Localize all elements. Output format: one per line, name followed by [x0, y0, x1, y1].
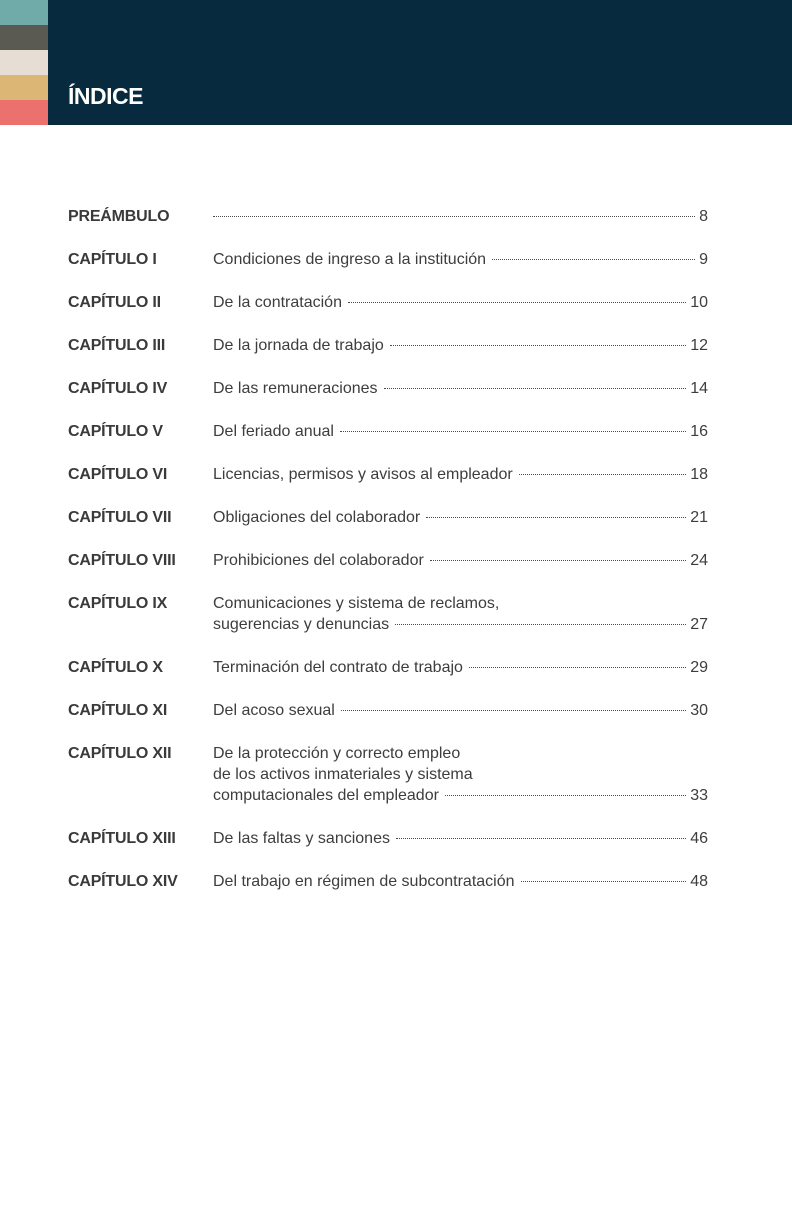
page-number: 12: [690, 337, 708, 354]
table-of-contents: [68, 206, 708, 914]
chapter-label: CAPÍTULO VIII: [68, 552, 176, 569]
entry-last-line: [213, 292, 708, 313]
chapter-label: CAPÍTULO XI: [68, 702, 168, 719]
chapter-label: CAPÍTULO III: [68, 337, 166, 354]
entry-title-line: Terminación del contrato de trabajo: [213, 659, 463, 676]
entry-last-line: [213, 206, 708, 227]
chapter-label: CAPÍTULO II: [68, 294, 161, 311]
entry-title: [213, 378, 708, 399]
entry-title-line: De la protección y correcto empleo: [213, 745, 461, 762]
page-number: 27: [690, 616, 708, 633]
toc-entry[interactable]: [68, 206, 708, 227]
color-stripes: [0, 0, 48, 125]
toc-entry[interactable]: [68, 378, 708, 399]
toc-entry[interactable]: [68, 657, 708, 678]
entry-title-line: Del trabajo en régimen de subcontratación: [213, 873, 515, 890]
chapter-label: CAPÍTULO XIII: [68, 830, 176, 847]
color-stripe: [0, 50, 48, 75]
page-number: 8: [699, 208, 708, 225]
chapter-label: CAPÍTULO I: [68, 251, 157, 268]
toc-entry[interactable]: [68, 550, 708, 571]
dot-leader: [395, 624, 686, 625]
page-header: [0, 0, 792, 125]
dot-leader: [390, 345, 686, 346]
entry-title: [213, 292, 708, 313]
toc-entry[interactable]: [68, 292, 708, 313]
dot-leader: [445, 795, 686, 796]
page-number: 21: [690, 509, 708, 526]
dot-leader: [430, 560, 686, 561]
color-stripe: [0, 0, 48, 25]
dot-leader: [521, 881, 687, 882]
toc-entry[interactable]: [68, 335, 708, 356]
toc-entry[interactable]: [68, 828, 708, 849]
entry-title-line: De la contratación: [213, 294, 342, 311]
entry-last-line: [213, 657, 708, 678]
entry-last-line: [213, 464, 708, 485]
entry-title: [213, 206, 708, 227]
toc-entry[interactable]: [68, 593, 708, 635]
chapter-label: CAPÍTULO V: [68, 423, 163, 440]
page-number: 46: [690, 830, 708, 847]
dot-leader: [348, 302, 686, 303]
entry-last-line: [213, 335, 708, 356]
entry-title-line: De las remuneraciones: [213, 380, 378, 397]
entry-title-line: Del feriado anual: [213, 423, 334, 440]
entry-last-line: [213, 550, 708, 571]
entry-last-line: [213, 249, 708, 270]
toc-entry[interactable]: [68, 743, 708, 806]
dot-leader: [341, 710, 686, 711]
page-number: 48: [690, 873, 708, 890]
entry-title: [213, 657, 708, 678]
entry-last-line: [213, 700, 708, 721]
entry-title: [213, 593, 708, 635]
toc-entry[interactable]: [68, 871, 708, 892]
entry-title: [213, 743, 708, 806]
entry-title: [213, 828, 708, 849]
entry-title-line: Condiciones de ingreso a la institución: [213, 251, 487, 268]
entry-title: [213, 421, 708, 442]
entry-last-line: [213, 828, 708, 849]
page-number: 24: [690, 552, 708, 569]
chapter-label: CAPÍTULO IV: [68, 380, 168, 397]
entry-title-line: Comunicaciones y sistema de reclamos,: [213, 595, 500, 612]
page-number: 30: [690, 702, 708, 719]
entry-title-line: Licencias, permisos y avisos al empleador: [213, 466, 513, 483]
entry-last-line: [213, 378, 708, 399]
entry-last-line: [213, 614, 708, 635]
entry-last-line: [213, 785, 708, 806]
entry-title: [213, 464, 708, 485]
chapter-label: PREÁMBULO: [68, 208, 170, 225]
chapter-label: CAPÍTULO XII: [68, 745, 172, 762]
entry-title: [213, 700, 708, 721]
page-number: 10: [690, 294, 708, 311]
chapter-label: CAPÍTULO VI: [68, 466, 168, 483]
toc-entry[interactable]: [68, 249, 708, 270]
entry-title-line: sugerencias y denuncias: [213, 616, 390, 633]
dot-leader: [396, 838, 686, 839]
entry-title-line: De las faltas y sanciones: [213, 830, 390, 847]
page-number: 29: [690, 659, 708, 676]
entry-last-line: [213, 507, 708, 528]
entry-title-line: De la jornada de trabajo: [213, 337, 384, 354]
color-stripe: [0, 100, 48, 125]
entry-last-line: [213, 421, 708, 442]
dot-leader: [426, 517, 686, 518]
entry-last-line: [213, 871, 708, 892]
page-number: 9: [699, 251, 708, 268]
entry-title: [213, 335, 708, 356]
chapter-label: CAPÍTULO IX: [68, 595, 168, 612]
entry-title-line: Prohibiciones del colaborador: [213, 552, 424, 569]
entry-title: [213, 550, 708, 571]
page-number: 33: [690, 787, 708, 804]
entry-title-line: Obligaciones del colaborador: [213, 509, 421, 526]
color-stripe: [0, 25, 48, 50]
dot-leader: [213, 216, 695, 217]
entry-title: [213, 871, 708, 892]
page-number: 16: [690, 423, 708, 440]
page-number: 14: [690, 380, 708, 397]
toc-entry[interactable]: [68, 507, 708, 528]
dot-leader: [519, 474, 687, 475]
entry-title: [213, 507, 708, 528]
entry-title-line: computacionales del empleador: [213, 787, 439, 804]
dot-leader: [492, 259, 695, 260]
entry-title-line: de los activos inmateriales y sistema: [213, 766, 473, 783]
toc-entry[interactable]: [68, 700, 708, 721]
entry-title: [213, 249, 708, 270]
chapter-label: CAPÍTULO XIV: [68, 873, 178, 890]
page-number: 18: [690, 466, 708, 483]
dot-leader: [340, 431, 686, 432]
entry-title-line: Del acoso sexual: [213, 702, 335, 719]
toc-entry[interactable]: [68, 464, 708, 485]
dot-leader: [384, 388, 687, 389]
page-title: ÍNDICE: [68, 83, 143, 109]
toc-entry[interactable]: [68, 421, 708, 442]
chapter-label: CAPÍTULO VII: [68, 509, 172, 526]
color-stripe: [0, 75, 48, 100]
dot-leader: [469, 667, 686, 668]
chapter-label: CAPÍTULO X: [68, 659, 163, 676]
